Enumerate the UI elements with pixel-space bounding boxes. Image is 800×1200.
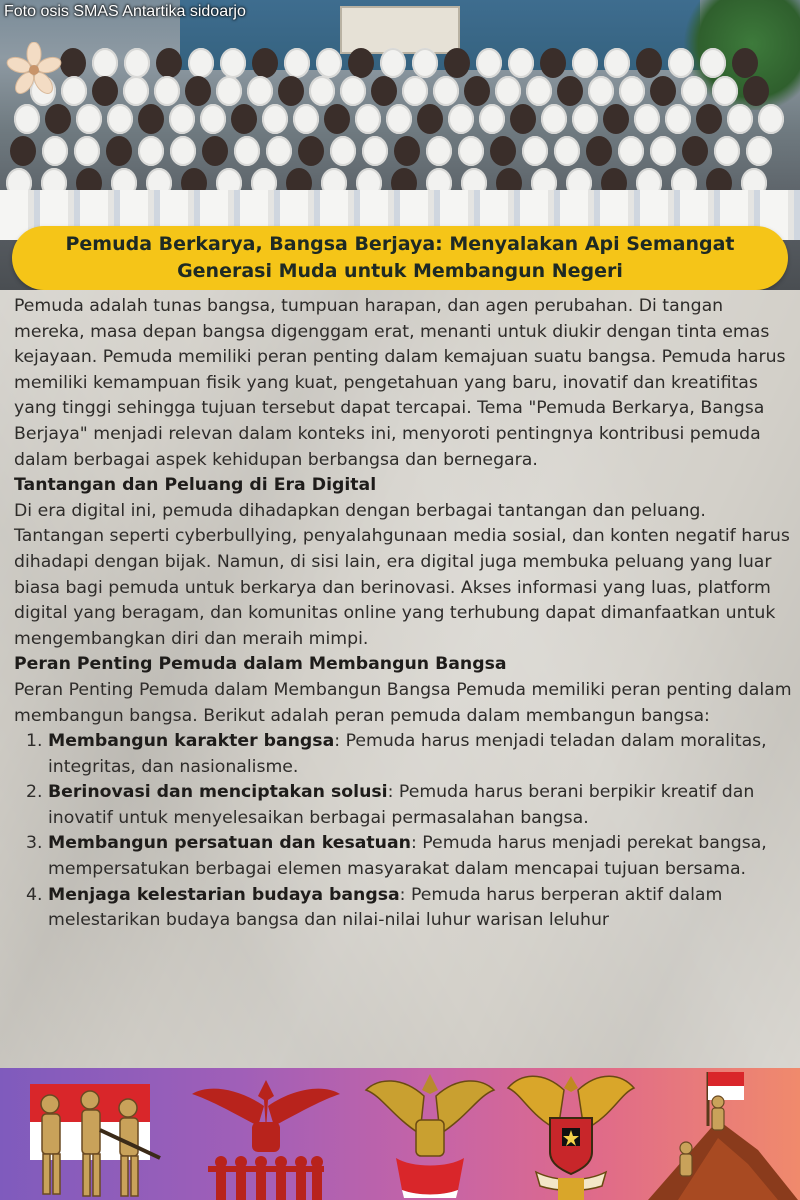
section-heading-peran: Peran Penting Pemuda dalam Membangun Bangsa xyxy=(14,654,507,675)
student-head xyxy=(540,48,566,78)
student-head xyxy=(448,104,474,134)
student-head xyxy=(309,76,335,106)
peran-list xyxy=(14,729,792,934)
student-head xyxy=(586,136,612,166)
photo-caption: Foto osis SMAS Antartika sidoarjo xyxy=(4,3,246,20)
list-number: 1. xyxy=(26,731,43,752)
student-head xyxy=(541,104,567,134)
student-head xyxy=(668,48,694,78)
student-head xyxy=(371,76,397,106)
student-head xyxy=(696,104,722,134)
student-head xyxy=(76,104,102,134)
list-number: 4. xyxy=(26,884,43,905)
student-head xyxy=(510,104,536,134)
article-body xyxy=(14,294,792,934)
student-head xyxy=(220,48,246,78)
footer-illustrations xyxy=(0,1068,800,1200)
student-head xyxy=(712,76,738,106)
student-head xyxy=(200,104,226,134)
student-head xyxy=(278,76,304,106)
student-head xyxy=(746,136,772,166)
student-head xyxy=(247,76,273,106)
student-head xyxy=(92,48,118,78)
student-head xyxy=(650,136,676,166)
student-head xyxy=(732,48,758,78)
student-head xyxy=(508,48,534,78)
student-head xyxy=(293,104,319,134)
student-head xyxy=(107,104,133,134)
student-head xyxy=(324,104,350,134)
student-head xyxy=(123,76,149,106)
list-item xyxy=(14,831,792,882)
student-crowd xyxy=(0,40,800,240)
student-head xyxy=(262,104,288,134)
student-head xyxy=(202,136,228,166)
student-head xyxy=(42,136,68,166)
student-head xyxy=(665,104,691,134)
list-item xyxy=(14,883,792,934)
student-head xyxy=(154,76,180,106)
student-head xyxy=(479,104,505,134)
section-body-digital: Di era digital ini, pemuda dihadapkan dengan berbagai tantangan dan peluang. Tantangan seperti cyberbullying, penyalahgunaan media sosial, dan konten negatif harus dihadapi dengan bijak. Namun, di sisi lain, era digital juga membuka peluang yang luar biasa bagi pemuda untuk berkarya dan berinovasi. Akses informasi yang luas, platform digital yang beragam, dan komunitas online yang terhubung dapat dimanfaatkan untuk mengembangkan diri dan meraih mimpi. xyxy=(14,500,790,649)
student-head xyxy=(444,48,470,78)
list-item-bold: Berinovasi dan menciptakan solusi xyxy=(48,782,388,803)
student-head xyxy=(554,136,580,166)
student-head xyxy=(216,76,242,106)
student-head xyxy=(433,76,459,106)
student-head xyxy=(572,48,598,78)
student-head xyxy=(618,136,644,166)
student-head xyxy=(522,136,548,166)
student-head xyxy=(526,76,552,106)
student-head xyxy=(61,76,87,106)
list-item-text: : Pemuda harus menjadi teladan dalam moralitas, integritas, dan nasionalisme. xyxy=(48,731,767,777)
student-head xyxy=(394,136,420,166)
student-head xyxy=(92,76,118,106)
student-head xyxy=(298,136,324,166)
soldiers-with-flag-icon xyxy=(10,1070,170,1200)
student-head xyxy=(727,104,753,134)
student-head xyxy=(743,76,769,106)
section-body-peran: Peran Penting Pemuda dalam Membangun Bangsa Pemuda memiliki peran penting dalam membangun bangsa. Berikut adalah peran pemuda dalam membangun bangsa: xyxy=(14,679,792,726)
student-head xyxy=(170,136,196,166)
student-head xyxy=(60,48,86,78)
student-head xyxy=(634,104,660,134)
student-head xyxy=(495,76,521,106)
student-head xyxy=(266,136,292,166)
student-head xyxy=(603,104,629,134)
student-head xyxy=(10,136,36,166)
list-number: 2. xyxy=(26,782,43,803)
student-head xyxy=(74,136,100,166)
list-item xyxy=(14,780,792,831)
student-head xyxy=(458,136,484,166)
student-head xyxy=(124,48,150,78)
list-item-bold: Membangun persatuan dan kesatuan xyxy=(48,833,411,854)
list-item xyxy=(14,729,792,780)
flower-icon xyxy=(6,42,62,98)
student-head xyxy=(588,76,614,106)
flag-on-mountain-icon xyxy=(648,1068,798,1200)
student-head xyxy=(138,104,164,134)
student-head xyxy=(650,76,676,106)
list-item-text: : Pemuda harus berani berpikir kreatif dan inovatif untuk menyelesaikan berbagai permasalahan bangsa. xyxy=(48,782,755,828)
student-head xyxy=(619,76,645,106)
student-head xyxy=(188,48,214,78)
student-head xyxy=(45,104,71,134)
student-head xyxy=(758,104,784,134)
garuda-pancasila-icon xyxy=(362,1068,498,1200)
student-head xyxy=(234,136,260,166)
student-head xyxy=(386,104,412,134)
student-head xyxy=(348,48,374,78)
student-head xyxy=(417,104,443,134)
student-head xyxy=(362,136,388,166)
student-head xyxy=(231,104,257,134)
title-banner xyxy=(12,226,788,290)
student-head xyxy=(490,136,516,166)
list-item-text: : Pemuda harus menjadi perekat bangsa, mempersatukan berbagai elemen masyarakat dalam mencapai tujuan bersama. xyxy=(48,833,767,880)
page-title: Pemuda Berkarya, Bangsa Berjaya: Menyalakan Api Semangat Generasi Muda untuk Membangun Negeri xyxy=(65,233,735,282)
student-head xyxy=(464,76,490,106)
list-item-bold: Membangun karakter bangsa xyxy=(48,731,335,752)
student-head xyxy=(106,136,132,166)
intro-paragraph: Pemuda adalah tunas bangsa, tumpuan harapan, dan agen perubahan. Di tangan mereka, masa depan bangsa digenggam erat, menanti untuk diukir dengan tinta emas kejayaan. Pemuda memiliki peran penting dalam kemajuan suatu bangsa. Pemuda harus memiliki kemampuan fisik yang kuat, pengetahuan yang baru, inovatif dan kreatifitas yang tinggi sehingga tujuan tersebut dapat tercapai. Tema "Pemuda Berkarya, Bangsa Berjaya" menjadi relevan dalam konteks ini, menyoroti pentingnya kontribusi pemuda dalam berbagai aspek kehidupan berbangsa dan bernegara. xyxy=(14,296,786,470)
student-head xyxy=(476,48,502,78)
student-head xyxy=(380,48,406,78)
student-head xyxy=(355,104,381,134)
list-item-bold: Menjaga kelestarian budaya bangsa xyxy=(48,884,400,905)
garuda-silhouette-icon xyxy=(188,1070,344,1200)
student-head xyxy=(340,76,366,106)
list-item-text: : Pemuda harus berperan aktif dalam melestarikan budaya bangsa dan nilai-nilai luhur warisan leluhur xyxy=(48,884,723,931)
student-head xyxy=(681,76,707,106)
garuda-emblem-icon xyxy=(506,1068,636,1200)
student-head xyxy=(402,76,428,106)
section-heading-digital: Tantangan dan Peluang di Era Digital xyxy=(14,475,377,496)
student-head xyxy=(412,48,438,78)
student-head xyxy=(557,76,583,106)
student-head xyxy=(636,48,662,78)
student-head xyxy=(330,136,356,166)
student-head xyxy=(572,104,598,134)
student-head xyxy=(682,136,708,166)
student-head xyxy=(700,48,726,78)
student-head xyxy=(714,136,740,166)
student-head xyxy=(138,136,164,166)
student-head xyxy=(185,76,211,106)
student-head xyxy=(284,48,310,78)
list-number: 3. xyxy=(26,833,43,854)
student-head xyxy=(604,48,630,78)
student-head xyxy=(252,48,278,78)
student-head xyxy=(316,48,342,78)
student-head xyxy=(156,48,182,78)
student-head xyxy=(426,136,452,166)
student-head xyxy=(14,104,40,134)
student-head xyxy=(169,104,195,134)
